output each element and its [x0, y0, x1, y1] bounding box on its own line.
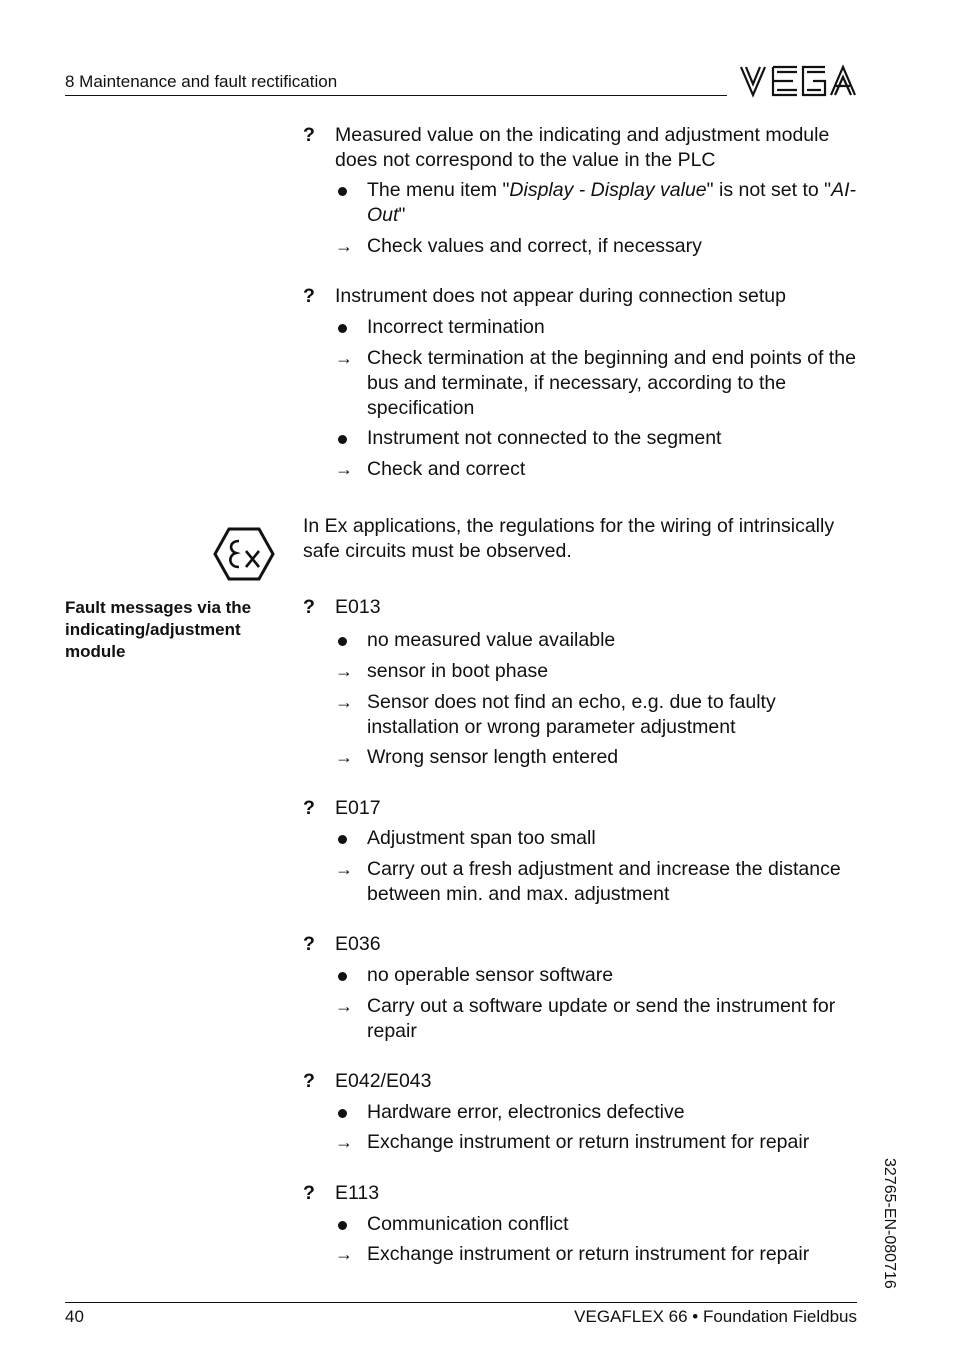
question-mark: ? — [303, 596, 315, 618]
action-row — [335, 234, 863, 259]
question-row — [303, 796, 863, 821]
arrow-right-icon: → — [335, 1132, 353, 1152]
bullet-icon — [335, 826, 361, 851]
question-text: E036 — [335, 933, 381, 955]
action-text: Check and correct — [367, 458, 526, 480]
cause-row — [335, 315, 863, 340]
action-row — [335, 1130, 863, 1155]
arrow-right-icon: → — [335, 459, 353, 479]
action-row — [335, 346, 863, 421]
action-row — [335, 994, 863, 1044]
ex-hazard-icon — [213, 527, 275, 581]
bullet-icon — [335, 963, 361, 988]
question-text: Measured value on the indicating and adjustment module does not correspond to the value in the PLC — [335, 124, 830, 171]
footer-rule — [65, 1302, 857, 1303]
cause-text: no measured value available — [367, 629, 616, 651]
cause-text: The menu item "Display - Display value" is not set to "AI-Out" — [367, 179, 856, 226]
question-row — [303, 595, 863, 620]
cause-row — [335, 963, 863, 988]
arrow-right-icon: → — [335, 1244, 353, 1264]
cause-text: Hardware error, electronics defective — [367, 1101, 685, 1123]
action-row — [335, 690, 863, 740]
question-text: E042/E043 — [335, 1070, 432, 1092]
page-number: 40 — [65, 1307, 84, 1326]
question-mark: ? — [303, 1070, 315, 1092]
sidebar-label: Fault messages via the indicating/adjustment module — [65, 598, 252, 661]
action-text: Exchange instrument or return instrument for repair — [367, 1131, 810, 1153]
question-mark: ? — [303, 1182, 315, 1204]
arrow-right-icon: → — [335, 348, 353, 368]
question-mark: ? — [303, 124, 315, 146]
ex-note: In Ex applications, the regulations for the wiring of intrinsically safe circuits must be observed. — [303, 515, 835, 562]
cause-text: Incorrect termination — [367, 316, 545, 338]
action-row — [335, 1242, 863, 1267]
cause-row — [335, 178, 863, 228]
question-mark: ? — [303, 797, 315, 819]
cause-row — [335, 628, 863, 653]
action-text: sensor in boot phase — [367, 660, 549, 682]
cause-row — [335, 426, 863, 451]
cause-text: Adjustment span too small — [367, 827, 596, 849]
arrow-right-icon: → — [335, 236, 353, 256]
footer-title: VEGAFLEX 66 • Foundation Fieldbus — [574, 1307, 857, 1326]
action-row — [335, 457, 863, 482]
action-row — [335, 659, 863, 684]
bullet-icon — [335, 1100, 361, 1125]
cause-text: Instrument not connected to the segment — [367, 427, 722, 449]
question-text: E013 — [335, 596, 381, 618]
question-mark: ? — [303, 933, 315, 955]
cause-row — [335, 826, 863, 851]
action-text: Carry out a fresh adjustment and increase the distance between min. and max. adjustment — [367, 858, 841, 905]
question-row — [303, 1069, 863, 1094]
cause-text: no operable sensor software — [367, 964, 614, 986]
bullet-icon — [335, 1212, 361, 1237]
cause-text: Communication conflict — [367, 1213, 569, 1235]
question-row — [303, 932, 863, 957]
bullet-icon — [335, 426, 361, 451]
bullet-icon — [335, 178, 361, 203]
question-text: E113 — [335, 1182, 380, 1204]
arrow-right-icon: → — [335, 747, 353, 767]
arrow-right-icon: → — [335, 859, 353, 879]
document-code: 32765-EN-080716 — [881, 1158, 898, 1289]
arrow-right-icon: → — [335, 996, 353, 1016]
action-text: Wrong sensor length entered — [367, 746, 619, 768]
cause-row — [335, 1100, 863, 1125]
action-text: Check values and correct, if necessary — [367, 235, 702, 257]
action-text: Carry out a software update or send the instrument for repair — [367, 995, 836, 1042]
action-text: Sensor does not find an echo, e.g. due to faulty installation or wrong parameter adjustment — [367, 691, 776, 738]
question-row — [303, 123, 863, 173]
question-text: E017 — [335, 797, 381, 819]
question-row — [303, 284, 863, 309]
arrow-right-icon: → — [335, 661, 353, 681]
bullet-icon — [335, 315, 361, 340]
vega-logo — [739, 64, 857, 98]
cause-row — [335, 1212, 863, 1237]
header-rule — [65, 95, 727, 96]
section-header: 8 Maintenance and fault rectification — [65, 72, 338, 91]
bullet-icon — [335, 628, 361, 653]
action-row — [335, 857, 863, 907]
action-row — [335, 745, 863, 770]
question-text: Instrument does not appear during connection setup — [335, 285, 786, 307]
action-text: Exchange instrument or return instrument for repair — [367, 1243, 810, 1265]
arrow-right-icon: → — [335, 692, 353, 712]
action-text: Check termination at the beginning and end points of the bus and terminate, if necessary, according to the specification — [367, 347, 856, 419]
question-row — [303, 1181, 863, 1206]
question-mark: ? — [303, 285, 315, 307]
